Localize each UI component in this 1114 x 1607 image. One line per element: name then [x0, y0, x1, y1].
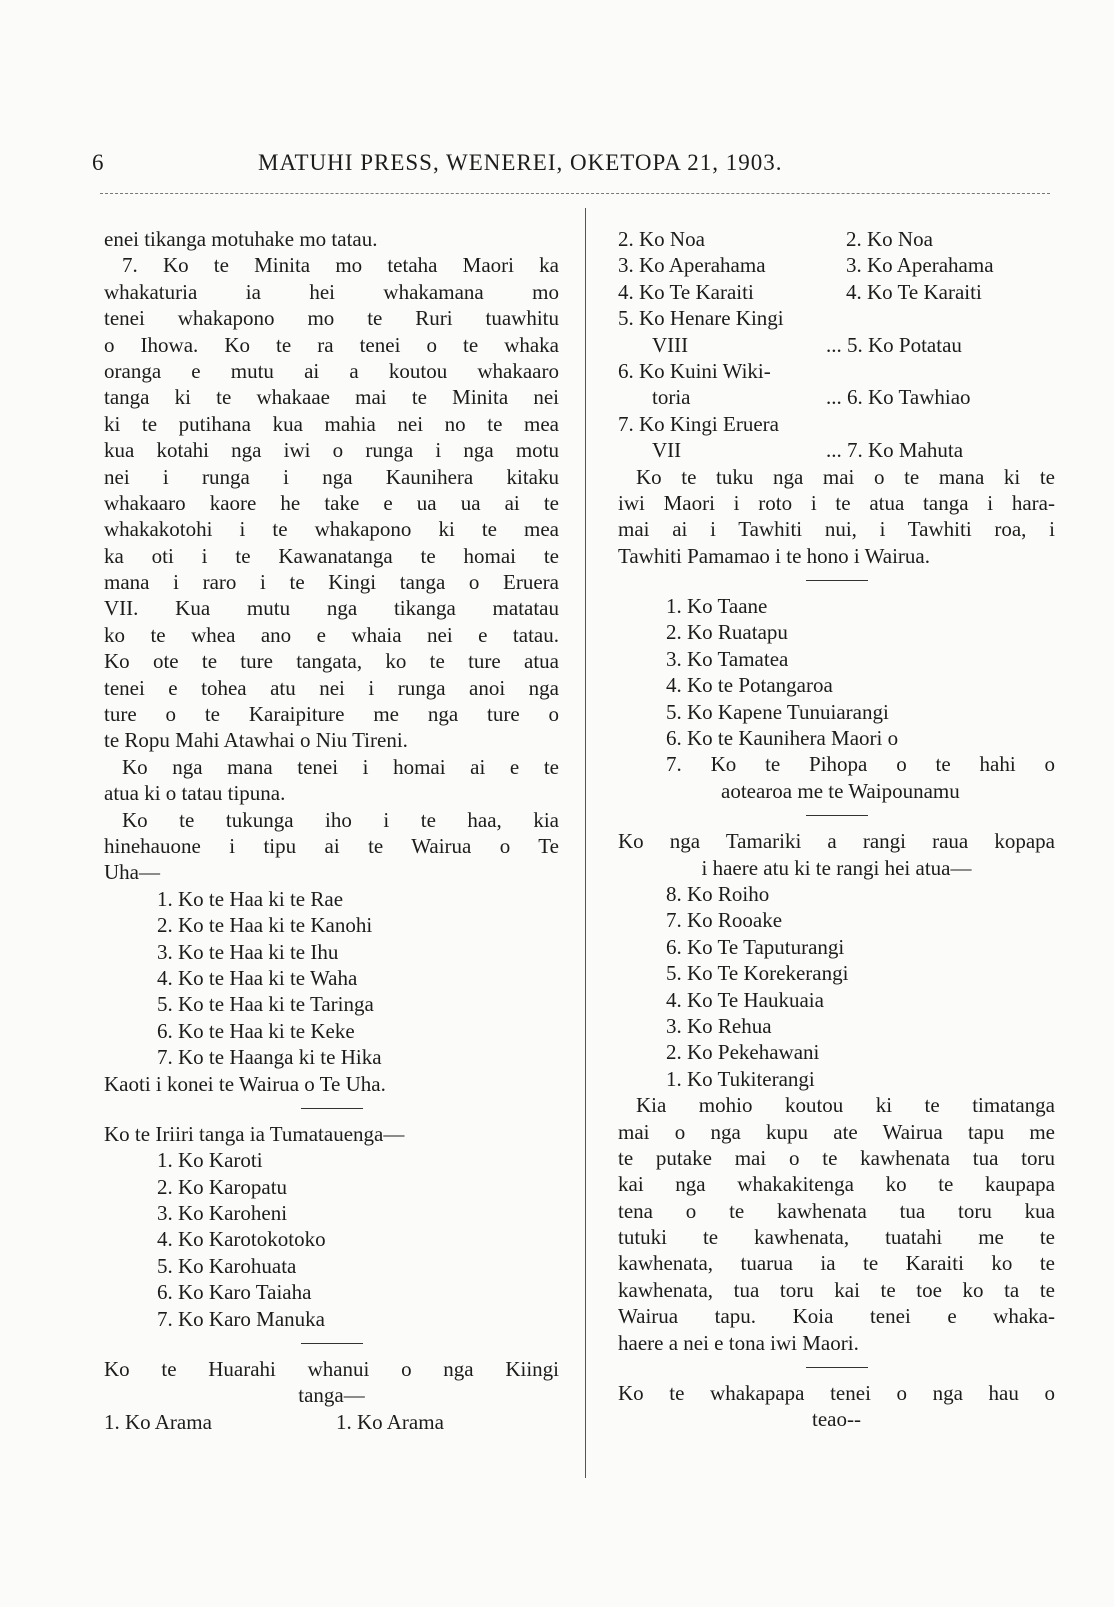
- list-item: 3. Ko Karoheni: [157, 1201, 288, 1226]
- kings-col-b: 1. Ko Arama: [336, 1409, 444, 1434]
- whakapapa-heading-cont: teao--: [812, 1407, 861, 1432]
- kings-table: [618, 226, 1055, 464]
- kings-col-b: 4. Ko Te Karaiti: [846, 279, 982, 304]
- section-rule: [301, 1343, 363, 1344]
- list-item: 2. Ko Pekehawani: [666, 1040, 820, 1065]
- text-line: haere a nei e tona iwi Maori.: [618, 1330, 859, 1355]
- kings-row: [618, 384, 1055, 410]
- mana-paragraph: [104, 754, 559, 807]
- list-item: 3. Ko te Haa ki te Ihu: [157, 939, 339, 964]
- kings-col-b: ... 6. Ko Tawhiao: [826, 385, 971, 410]
- text-line: ture o te Karaipiture me nga ture o: [104, 702, 559, 727]
- iriiri-heading: Ko te Iriiri tanga ia Tumatauenga—: [104, 1121, 405, 1146]
- text-line: 7. Ko te Minita mo tetaha Maori ka: [122, 253, 559, 278]
- section-rule: [806, 1367, 868, 1368]
- text-line: ka oti i te Kawanatanga te homai te: [104, 543, 559, 568]
- text-line: kawhenata, tuarua ia te Karaiti ko te: [618, 1251, 1055, 1276]
- kings-col-a: 6. Ko Kuini Wiki-: [618, 358, 771, 383]
- text-line: Ko te tuku nga mai o te mana ki te: [636, 464, 1055, 489]
- text-line: iwi Maori i roto i te atua tanga i hara-: [618, 490, 1055, 515]
- column-rule: [585, 208, 586, 1478]
- list-item: 1. Ko Karoti: [157, 1148, 263, 1173]
- text-line: whakakotohi i te whakapono ki te mea: [104, 517, 559, 542]
- header-rule: [100, 193, 1050, 194]
- iriiri-list: [104, 1147, 559, 1332]
- list-item: 1. Ko Tukiterangi: [666, 1066, 815, 1091]
- kings-row: [618, 437, 1055, 463]
- list-item: 7. Ko te Haanga ki te Hika: [157, 1045, 382, 1070]
- list-item: 6. Ko te Haa ki te Keke: [157, 1018, 355, 1043]
- text-line: hinehauone i tipu ai te Wairua o Te: [104, 833, 559, 858]
- list-item: 3. Ko Rehua: [666, 1013, 772, 1038]
- kings-row: [618, 252, 1055, 278]
- huarahi-heading: Ko te Huarahi whanui o nga Kiingi: [104, 1357, 559, 1382]
- haa-paragraph: [104, 807, 559, 886]
- list-item: 1. Ko te Haa ki te Rae: [157, 886, 344, 911]
- kings-col-a: VII: [652, 438, 682, 463]
- text-line: kua kotahi nga iwi o runga i nga motu: [104, 438, 559, 463]
- list-item: 6. Ko Karo Taiaha: [157, 1280, 312, 1305]
- text-line: ki te putihana kua mahia nei no te mea: [104, 411, 559, 436]
- list-item: 4. Ko te Potangaroa: [666, 673, 833, 698]
- text-line: kawhenata, tua toru kai te toe ko ta te: [618, 1277, 1055, 1302]
- tamariki-heading-cont: i haere atu ki te rangi hei atua—: [701, 855, 972, 880]
- list-item: 4. Ko te Haa ki te Waha: [157, 965, 358, 990]
- kings-row: [618, 332, 1055, 358]
- list-item: 6. Ko te Kaunihera Maori o: [666, 726, 899, 751]
- text-line: tena o te kawhenata tua toru kua: [618, 1198, 1055, 1223]
- kings-col-a: 4. Ko Te Karaiti: [618, 279, 754, 304]
- kings-row: [618, 226, 1055, 252]
- list-item: 7. Ko Rooake: [666, 908, 783, 933]
- text-line: tenei whakapono mo te Ruri tuawhitu: [104, 306, 559, 331]
- section-rule: [301, 1108, 363, 1109]
- text-line: te putake mai o te kawhenata tua toru: [618, 1145, 1055, 1170]
- list-item: 1. Ko Taane: [666, 594, 768, 619]
- text-line: Kia mohio koutou ki te timatanga: [636, 1093, 1055, 1118]
- rangi-list: [618, 881, 1055, 1092]
- right-column: [618, 226, 1055, 1433]
- haa-list: [104, 886, 559, 1071]
- kings-col-b: 2. Ko Noa: [846, 227, 933, 251]
- list-item: 6. Ko Te Taputurangi: [666, 934, 845, 959]
- text-line: kai nga whakakitenga ko te kaupapa: [618, 1172, 1055, 1197]
- text-line: Uha—: [104, 860, 160, 885]
- list-item: 5. Ko Te Korekerangi: [666, 961, 849, 986]
- atua-list: [618, 593, 1055, 778]
- list-item: 2. Ko Karopatu: [157, 1174, 288, 1199]
- text-line: atua ki o tatau tipuna.: [104, 781, 286, 806]
- kings-col-a: 5. Ko Henare Kingi: [618, 306, 784, 331]
- kings-row: [618, 305, 1055, 331]
- text-line: mai o nga kupu ate Wairua tapu me: [618, 1119, 1055, 1144]
- text-line: Ko ote te ture tangata, ko te ture atua: [104, 649, 559, 674]
- left-column: [104, 226, 559, 1435]
- list-item: 5. Ko te Haa ki te Taringa: [157, 992, 374, 1017]
- haa-closing: Kaoti i konei te Wairua o Te Uha.: [104, 1071, 386, 1096]
- text-line: tutuki te kawhenata, tuatahi me te: [618, 1225, 1055, 1250]
- huarahi-heading-cont: tanga—: [298, 1383, 365, 1408]
- kings-col-a: 3. Ko Aperahama: [618, 253, 766, 278]
- kings-row: [104, 1409, 559, 1435]
- kings-col-b: ... 7. Ko Mahuta: [826, 438, 964, 463]
- list-item: 2. Ko Ruatapu: [666, 620, 788, 645]
- text-line: oranga e mutu ai a koutou whakaaro: [104, 358, 559, 383]
- section-rule: [806, 580, 868, 581]
- page-header: [0, 150, 1114, 184]
- tamariki-heading: Ko nga Tamariki a rangi raua kopapa: [618, 829, 1055, 854]
- continued-paragraph: [104, 226, 559, 754]
- list-item: 7. Ko te Pihopa o te hahi o: [666, 752, 1055, 777]
- list-item: 3. Ko Tamatea: [666, 646, 789, 671]
- kings-row: [618, 411, 1055, 437]
- kings-col-b: ... 5. Ko Potatau: [826, 332, 962, 357]
- whakapapa-heading: Ko te whakapapa tenei o nga hau o: [618, 1381, 1055, 1406]
- text-line: Ko te tukunga iho i te haa, kia: [122, 807, 559, 832]
- text-line: Ko nga mana tenei i homai ai e te: [122, 754, 559, 779]
- text-line: te Ropu Mahi Atawhai o Niu Tireni.: [104, 728, 408, 753]
- text-line: ko te whea ano e whaia nei e tatau.: [104, 622, 559, 647]
- list-item: 4. Ko Te Haukuaia: [666, 987, 824, 1012]
- kings-col-a: VIII: [652, 332, 689, 357]
- kings-row: [618, 279, 1055, 305]
- kings-col-a: 1. Ko Arama: [104, 1409, 212, 1434]
- kings-col-a: 7. Ko Kingi Eruera: [618, 411, 779, 436]
- text-line: tenei e tohea atu nei i runga anoi nga: [104, 675, 559, 700]
- text-line: tanga ki te whakaae mai te Minita nei: [104, 385, 559, 410]
- list-item-cont: aotearoa me te Waipounamu: [721, 778, 960, 803]
- list-item: 4. Ko Karotokotoko: [157, 1227, 326, 1252]
- text-line: whakaaro kaore he take e ua ua ai te: [104, 490, 559, 515]
- kings-col-a: 2. Ko Noa: [618, 227, 705, 251]
- mohio-paragraph: [618, 1092, 1055, 1356]
- section-rule: [806, 815, 868, 816]
- text-line: enei tikanga motuhake mo tatau.: [104, 227, 378, 251]
- tuku-paragraph: [618, 464, 1055, 570]
- text-line: nei i runga i nga Kaunihera kitaku: [104, 464, 559, 489]
- text-line: mai ai i Tawhiti nui, i Tawhiti roa, i: [618, 517, 1055, 542]
- kings-col-b: 3. Ko Aperahama: [846, 253, 994, 278]
- text-line: mana i raro i te Kingi tanga o Eruera: [104, 570, 559, 595]
- text-line: Tawhiti Pamamao i te hono i Wairua.: [618, 543, 930, 568]
- text-line: VII. Kua mutu nga tikanga matatau: [104, 596, 559, 621]
- list-item: 2. Ko te Haa ki te Kanohi: [157, 913, 373, 938]
- list-item: 7. Ko Karo Manuka: [157, 1306, 325, 1331]
- page-number: 6: [92, 150, 105, 175]
- text-line: o Ihowa. Ko te ra tenei o te whaka: [104, 332, 559, 357]
- kings-row: [618, 358, 1055, 384]
- list-item: 5. Ko Kapene Tunuiarangi: [666, 699, 889, 724]
- text-line: whakaturia ia hei whakamana mo: [104, 279, 559, 304]
- kings-col-a: toria: [652, 385, 691, 410]
- list-item: 5. Ko Karohuata: [157, 1253, 297, 1278]
- masthead-title: MATUHI PRESS, WENEREI, OKETOPA 21, 1903.: [258, 150, 783, 175]
- text-line: Wairua tapu. Koia tenei e whaka-: [618, 1304, 1055, 1329]
- list-item: 8. Ko Roiho: [666, 881, 770, 906]
